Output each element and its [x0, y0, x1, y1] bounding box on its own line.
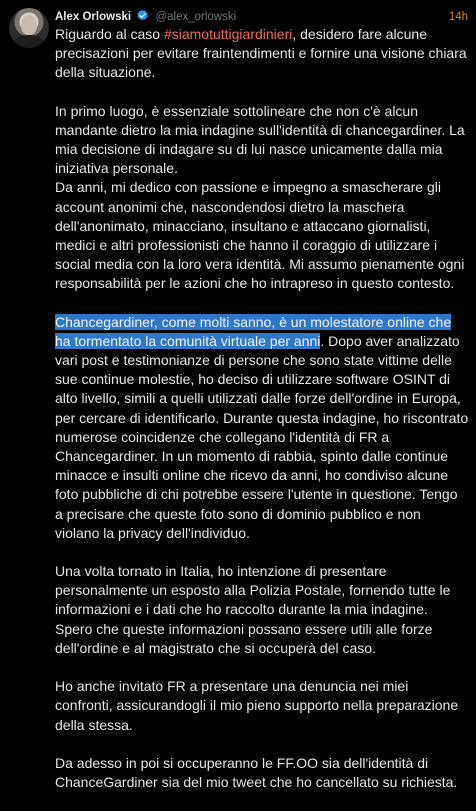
intro-text: Riguardo al caso — [55, 26, 164, 42]
avatar[interactable] — [9, 8, 49, 48]
selected-text: Chancegardiner, come molti sanno, è un molestatore online che ha tormentato la comunità virtuale per anni — [55, 313, 452, 349]
author-handle[interactable]: @alex_orlowski — [155, 11, 237, 23]
avatar-shoulders — [13, 35, 45, 48]
hashtag-link[interactable]: #siamotuttigiardinieri — [163, 26, 293, 42]
paragraph-6: Da adesso in poi si occuperanno le FF.OO sia dell'identità di ChanceGardiner sia del mio tweet che ho cancellato su richiesta. — [55, 754, 458, 790]
paragraph-intro — [55, 25, 469, 83]
avatar-face — [21, 15, 37, 35]
paragraph-2: In primo luogo, è essenziale sottolineare che non c'è alcun mandante dietro la mia indagine sull'identità di chancegardiner. La mia decisione di indagare su di lui nasce unicamente dalla mia iniziativa personale. Da anni, mi dedico con passione e impegno a smascherare gli account anonimi che, nascondendosi dietro la maschera dell'anonimato, minacciano, insultano e attaccano giornalisti, medici e altri professionisti che hanno il coraggio di utilizzare i social media con la loro vera identità. Mi assumo pienamente ogni responsabilità per le azioni che ho intrapreso in questo contesto. — [55, 102, 465, 292]
tweet-header — [55, 9, 470, 25]
tweet-body — [55, 25, 469, 811]
tweet-timestamp[interactable]: 14h — [448, 11, 468, 23]
paragraph-5: Ho anche invitato FR a presentare una denuncia nei miei confronti, assicurandogli il mio pieno supporto nella preparazione della stessa. — [55, 678, 459, 733]
author-name[interactable]: Alex Orlowski — [55, 11, 132, 23]
paragraph-4: Una volta tornato in Italia, ho intenzione di presentare personalmente un esposto alla Polizia Postale, fornendo tutte le informazioni e i dati che ho raccolto durante la mia indagine. Spero che queste informazioni possano essere utili alle forze dell'ordine e al magistrato che si occuperà del caso. — [55, 563, 451, 656]
intro-text-cont: , desidero fare alcune precisazioni per evitare fraintendimenti e fornire una visione chiara della situazione. — [55, 26, 467, 81]
paragraph-3 — [55, 313, 469, 543]
verified-badge-icon — [136, 9, 149, 22]
paragraph-3-rest: . Dopo aver analizzato vari post e testimonianze di persone che sono state vittime delle sue continue molestie, ho deciso di utilizzare software OSINT di alto livello, simili a quelli utilizzati dalle forze dell'ordine in Europa, per cercare di identificarlo. Durante questa indagine, ho riscontrato numerose coincidenze che collegano l'identità di FR a Chancegardiner. In un momento di rabbia, spinto dalle continue minacce e insulti online che ricevo da anni, ho condiviso alcune foto pubbliche di chi potrebbe essere l'utente in questione. Tengo a precisare che queste foto sono di dominio pubblico e non violano la privacy dell'individuo. — [55, 332, 469, 541]
